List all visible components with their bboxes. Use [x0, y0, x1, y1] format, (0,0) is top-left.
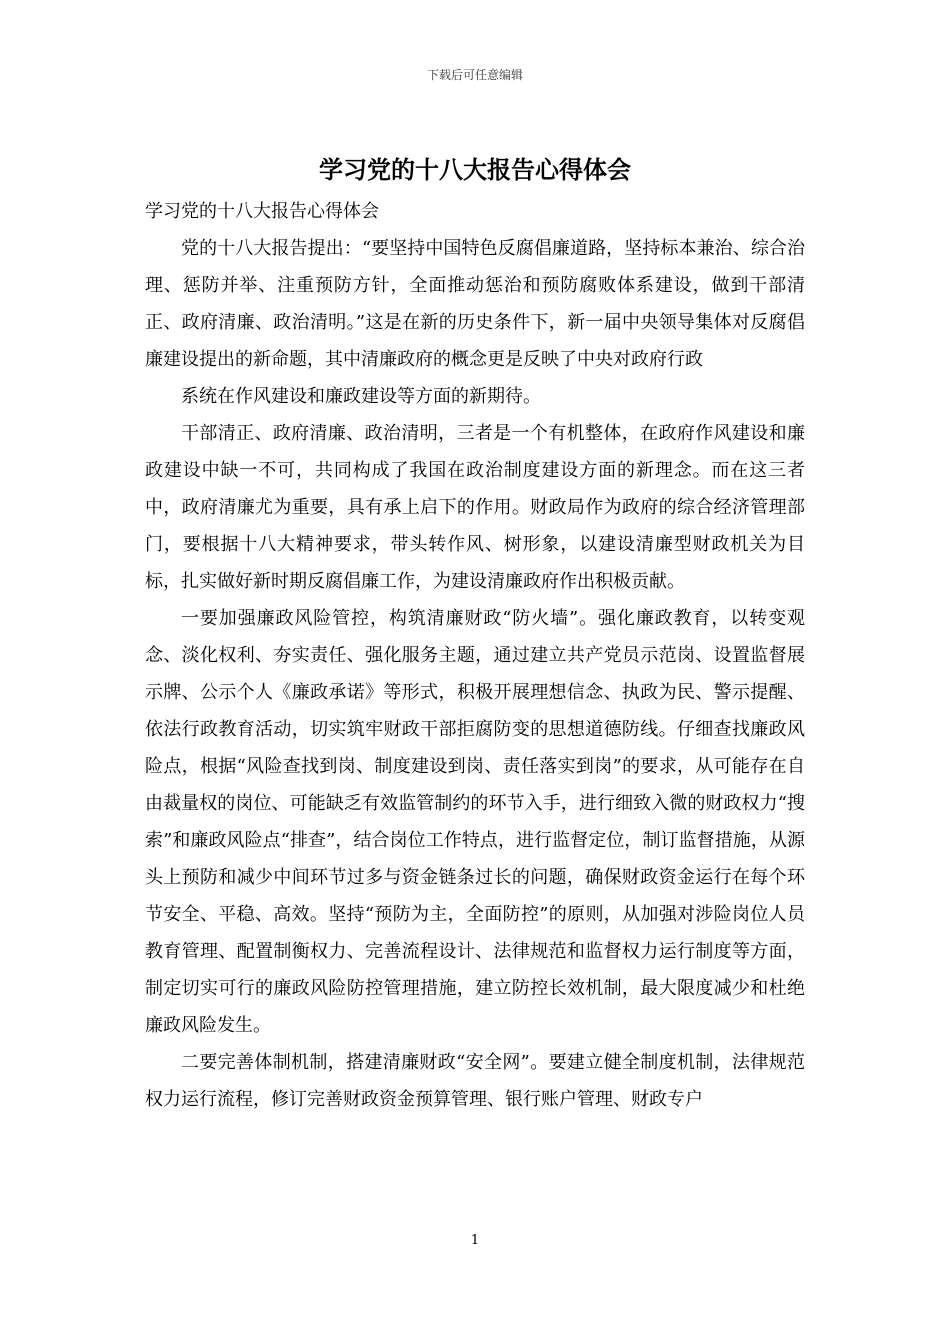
paragraph-1: 党的十八大报告提出：“要坚持中国特色反腐倡廉道路，坚持标本兼治、综合治理、惩防并举、注重预防方针，全面推动惩治和预防腐败体系建设，做到干部清正、政府清廉、政治清明。”这是在新的历史条件下，新一届中央领导集体对反腐倡廉建设提出的新命题，其中清廉政府的概念更是反映了中央对政府行政 [145, 238, 805, 370]
page-number: 1 [470, 1233, 480, 1248]
document-title: 学习党的十八大报告心得体会 [319, 156, 631, 184]
paragraph-5: 二要完善体制机制，搭建清廉财政“安全网”。要建立健全制度机制，法律规范权力运行流程，修订完善财政资金预算管理、银行账户管理、财政专户 [145, 1052, 805, 1110]
paragraph-4: 一要加强廉政风险管控，构筑清廉财政“防火墙”。强化廉政教育，以转变观念、淡化权利、夯实责任、强化服务主题，通过建立共产党员示范岗、设置监督展示牌、公示个人《廉政承诺》等形式，积极开展理想信念、执政为民、警示提醒、依法行政教育活动，切实筑牢财政干部拒腐防变的思想道德防线。仔细查找廉政风险点，根据“风险查找到岗、制度建设到岗、责任落实到岗”的要求，从可能存在自由裁量权的岗位、可能缺乏有效监管制约的环节入手，进行细致入微的财政权力“搜索”和廉政风险点“排查”，结合岗位工作特点，进行监督定位，制订监督措施，从源头上预防和减少中间环节过多与资金链条过长的问题，确保财政资金运行在每个环节安全、平稳、高效。坚持“预防为主，全面防控”的原则，从加强对涉险岗位人员教育管理、配置制衡权力、完善流程设计、法律规范和监督权力运行制度等方面，制定切实可行的廉政风险防控管理措施，建立防控长效机制，最大限度减少和杜绝廉政风险发生。 [145, 608, 805, 1036]
paragraph-2: 系统在作风建设和廉政建设等方面的新期待。 [181, 386, 541, 407]
document-body [145, 193, 805, 1118]
header-note: 下载后可任意编辑 [426, 68, 523, 82]
subtitle-line: 学习党的十八大报告心得体会 [145, 201, 379, 222]
paragraph-3: 干部清正、政府清廉、政治清明，三者是一个有机整体，在政府作风建设和廉政建设中缺一不可，共同构成了我国在政治制度建设方面的新理念。而在这三者中，政府清廉尤为重要，具有承上启下的作用。财政局作为政府的综合经济管理部门，要根据十八大精神要求，带头转作风、树形象，以建设清廉型财政机关为目标，扎实做好新时期反腐倡廉工作，为建设清廉政府作出积极贡献。 [145, 423, 805, 592]
